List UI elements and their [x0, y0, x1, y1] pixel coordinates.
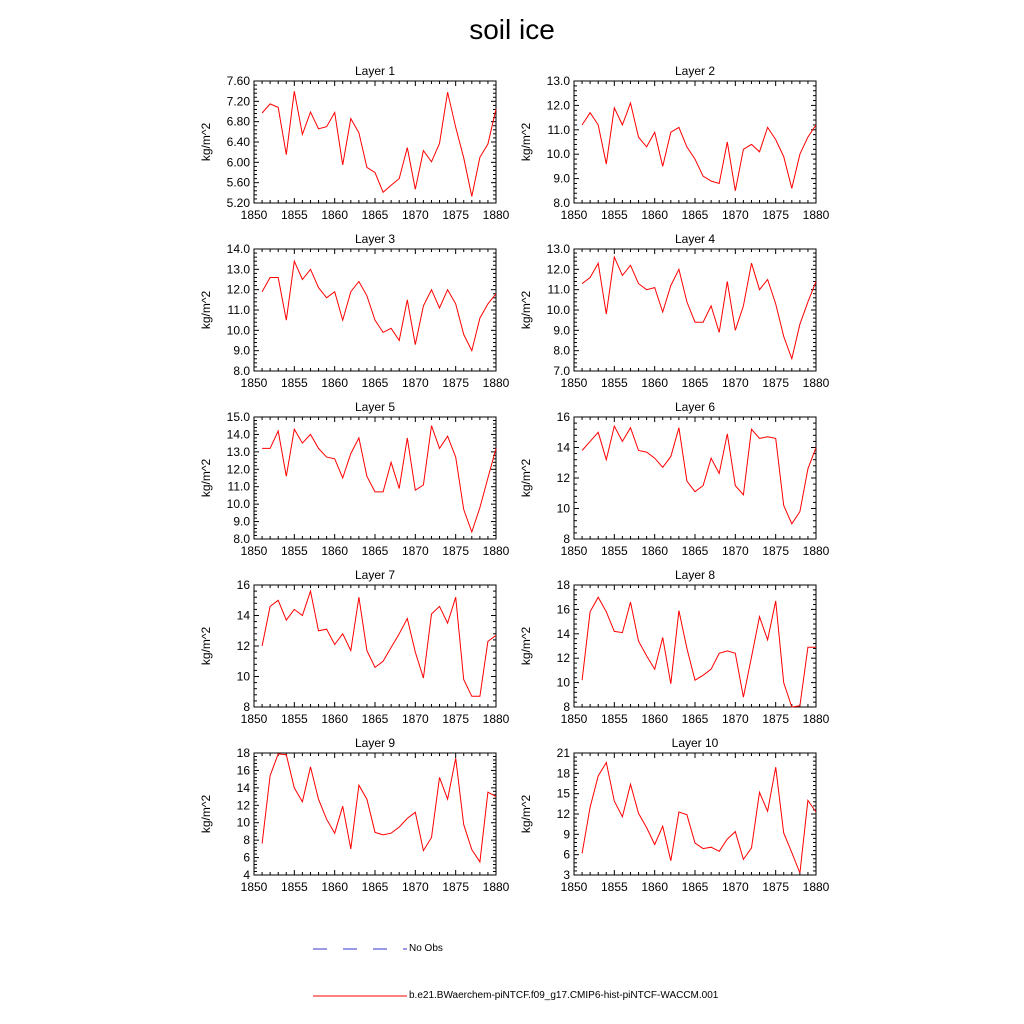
y-tick-label: 10.0	[546, 147, 570, 162]
x-tick-label: 1880	[482, 376, 510, 390]
series-line	[582, 763, 816, 874]
y-tick-label: 9.0	[553, 171, 570, 186]
plot-frame	[574, 81, 816, 203]
x-tick-label: 1850	[240, 376, 268, 390]
chart-title: Layer 9	[354, 736, 396, 750]
y-tick-label: 21	[556, 746, 570, 760]
x-tick-label: 1875	[762, 544, 790, 558]
y-tick-label: 10.0	[546, 303, 570, 317]
x-tick-label: 1855	[600, 880, 628, 894]
x-tick-label: 1870	[721, 880, 749, 894]
x-tick-label: 1880	[482, 544, 510, 558]
x-tick-label: 1870	[401, 544, 429, 558]
chart-title: Layer 3	[354, 232, 396, 246]
y-tick-label: 8	[243, 833, 250, 848]
series-line	[582, 257, 816, 359]
y-tick-label: 8.0	[233, 364, 250, 378]
y-tick-label: 16	[236, 763, 250, 778]
y-tick-label: 16	[556, 602, 570, 617]
x-tick-label: 1860	[321, 712, 349, 726]
x-tick-label: 1875	[442, 544, 470, 558]
y-axis-label: kg/m^2	[199, 458, 213, 498]
chart-title: Layer 10	[671, 736, 719, 750]
x-tick-label: 1860	[321, 544, 349, 558]
legend	[313, 949, 407, 996]
y-tick-label: 10.0	[226, 323, 250, 338]
x-tick-label: 1860	[641, 880, 669, 894]
x-tick-label: 1880	[802, 208, 830, 222]
x-tick-label: 1865	[361, 544, 389, 558]
y-tick-label: 7.60	[226, 74, 250, 88]
y-tick-label: 15	[556, 786, 570, 801]
series-line	[582, 426, 816, 524]
y-axis-label: kg/m^2	[199, 626, 213, 666]
x-tick-label: 1850	[560, 712, 588, 726]
chart-title: Layer 8	[674, 568, 716, 582]
x-tick-label: 1870	[401, 712, 429, 726]
x-tick-label: 1850	[560, 376, 588, 390]
chart-title: Layer 7	[354, 568, 396, 582]
y-tick-label: 14	[556, 626, 570, 641]
x-tick-label: 1870	[401, 208, 429, 222]
x-tick-label: 1855	[280, 208, 308, 222]
y-tick-label: 16	[236, 578, 250, 592]
y-tick-label: 10	[556, 501, 570, 516]
plot-frame	[574, 417, 816, 539]
series-line	[582, 103, 816, 191]
plot-frame	[254, 585, 496, 707]
y-tick-label: 12.0	[546, 262, 570, 277]
plot-frame	[254, 249, 496, 371]
y-tick-label: 12	[556, 651, 570, 666]
y-tick-label: 18	[556, 766, 570, 781]
x-tick-label: 1865	[361, 880, 389, 894]
x-tick-label: 1865	[681, 208, 709, 222]
chart-title: Layer 4	[674, 232, 716, 246]
y-tick-label: 12.0	[226, 282, 250, 297]
y-tick-label: 6	[243, 850, 250, 865]
y-tick-label: 10	[236, 669, 250, 684]
y-tick-label: 12.0	[226, 462, 250, 477]
chart-panel-1	[199, 64, 510, 222]
page-title: soil ice	[469, 14, 555, 45]
x-tick-label: 1880	[802, 376, 830, 390]
x-tick-label: 1870	[721, 208, 749, 222]
x-tick-label: 1850	[560, 544, 588, 558]
plot-frame	[574, 249, 816, 371]
x-tick-label: 1860	[641, 208, 669, 222]
plot-frame	[254, 417, 496, 539]
chart-panel-5	[199, 400, 510, 558]
chart-panel-4	[519, 232, 830, 390]
x-tick-label: 1865	[361, 376, 389, 390]
y-axis-label: kg/m^2	[519, 458, 533, 498]
x-tick-label: 1875	[762, 376, 790, 390]
y-axis-label: kg/m^2	[519, 290, 533, 330]
y-tick-label: 11.0	[227, 479, 250, 494]
y-tick-label: 3	[563, 868, 570, 882]
y-tick-label: 8	[563, 700, 570, 714]
series-line	[262, 591, 496, 696]
x-tick-label: 1870	[721, 376, 749, 390]
y-tick-label: 5.20	[226, 196, 250, 210]
x-tick-label: 1865	[361, 208, 389, 222]
plot-frame	[574, 753, 816, 875]
y-tick-label: 13.0	[546, 242, 570, 256]
x-tick-label: 1870	[401, 376, 429, 390]
x-tick-label: 1860	[321, 208, 349, 222]
y-tick-label: 18	[236, 746, 250, 760]
x-tick-label: 1865	[681, 376, 709, 390]
y-tick-label: 10	[556, 675, 570, 690]
x-tick-label: 1865	[681, 544, 709, 558]
y-tick-label: 8.0	[553, 196, 570, 210]
y-tick-label: 10.0	[226, 497, 250, 512]
y-tick-label: 11.0	[227, 303, 250, 317]
series-line	[262, 261, 496, 351]
x-tick-label: 1880	[802, 544, 830, 558]
x-tick-label: 1875	[762, 208, 790, 222]
chart-panel-10	[519, 736, 830, 894]
y-tick-label: 6.80	[226, 114, 250, 129]
y-axis-label: kg/m^2	[199, 794, 213, 834]
x-tick-label: 1880	[802, 712, 830, 726]
series-line	[262, 426, 496, 532]
x-tick-label: 1880	[482, 208, 510, 222]
y-tick-label: 9	[563, 827, 570, 842]
chart-panel-3	[199, 232, 510, 390]
legend-no-obs-label: No Obs	[409, 943, 443, 954]
y-tick-label: 12.0	[546, 98, 570, 113]
x-tick-label: 1855	[600, 544, 628, 558]
y-tick-label: 7.0	[553, 364, 570, 378]
x-tick-label: 1875	[762, 712, 790, 726]
x-tick-label: 1860	[321, 880, 349, 894]
x-tick-label: 1870	[721, 544, 749, 558]
chart-title: Layer 5	[354, 400, 396, 414]
y-tick-label: 9.0	[233, 343, 250, 358]
chart-title: Layer 1	[354, 64, 396, 78]
x-tick-label: 1865	[361, 712, 389, 726]
chart-title: Layer 6	[674, 400, 716, 414]
x-tick-label: 1850	[560, 208, 588, 222]
x-tick-label: 1860	[641, 712, 669, 726]
x-tick-label: 1870	[401, 880, 429, 894]
y-tick-label: 6	[563, 847, 570, 862]
x-tick-label: 1870	[721, 712, 749, 726]
x-tick-label: 1855	[280, 376, 308, 390]
y-axis-label: kg/m^2	[199, 290, 213, 330]
y-axis-label: kg/m^2	[519, 122, 533, 162]
x-tick-label: 1865	[681, 880, 709, 894]
y-tick-label: 12	[236, 798, 250, 813]
x-tick-label: 1855	[280, 880, 308, 894]
y-tick-label: 8.0	[233, 532, 250, 546]
x-tick-label: 1875	[442, 376, 470, 390]
y-tick-label: 5.60	[226, 175, 250, 190]
y-tick-label: 14.0	[226, 242, 250, 256]
y-tick-label: 14	[556, 440, 570, 455]
x-tick-label: 1860	[641, 544, 669, 558]
y-tick-label: 15.0	[226, 410, 250, 424]
y-tick-label: 16	[556, 410, 570, 424]
y-tick-label: 12	[236, 639, 250, 653]
series-line	[262, 754, 496, 862]
y-tick-label: 10	[236, 815, 250, 830]
x-tick-label: 1855	[600, 208, 628, 222]
y-tick-label: 11.0	[547, 122, 570, 137]
y-tick-label: 11.0	[547, 282, 570, 297]
legend-case-label: b.e21.BWaerchem-piNTCF.f09_g17.CMIP6-hist-piNTCF-WACCM.001	[409, 990, 719, 1001]
y-tick-label: 6.40	[226, 135, 250, 149]
y-tick-label: 12	[556, 471, 570, 485]
x-tick-label: 1875	[442, 208, 470, 222]
x-tick-label: 1860	[641, 376, 669, 390]
chart-title: Layer 2	[674, 64, 716, 78]
y-tick-label: 13.0	[226, 262, 250, 277]
chart-panel-9	[199, 736, 510, 894]
y-tick-label: 6.00	[226, 155, 250, 170]
y-tick-label: 9.0	[553, 323, 570, 338]
x-tick-label: 1850	[240, 208, 268, 222]
x-tick-label: 1850	[240, 880, 268, 894]
x-tick-label: 1875	[762, 880, 790, 894]
y-tick-label: 13.0	[226, 444, 250, 459]
x-tick-label: 1875	[442, 712, 470, 726]
y-axis-label: kg/m^2	[199, 122, 213, 162]
series-line	[582, 597, 816, 707]
y-tick-label: 13.0	[546, 74, 570, 88]
y-tick-label: 8	[563, 532, 570, 546]
y-axis-label: kg/m^2	[519, 794, 533, 834]
x-tick-label: 1855	[600, 376, 628, 390]
y-tick-label: 8.0	[553, 343, 570, 358]
chart-panel-8	[519, 568, 830, 726]
x-tick-label: 1860	[321, 376, 349, 390]
y-tick-label: 18	[556, 578, 570, 592]
y-tick-label: 4	[243, 868, 250, 882]
y-tick-label: 7.20	[226, 94, 250, 109]
y-tick-label: 14	[236, 608, 250, 623]
x-tick-label: 1850	[240, 712, 268, 726]
series-line	[262, 91, 496, 196]
x-tick-label: 1850	[240, 544, 268, 558]
x-tick-label: 1850	[560, 880, 588, 894]
y-tick-label: 14.0	[226, 427, 250, 442]
x-tick-label: 1880	[482, 712, 510, 726]
y-tick-label: 14	[236, 780, 250, 795]
x-tick-label: 1880	[802, 880, 830, 894]
y-tick-label: 8	[243, 700, 250, 714]
x-tick-label: 1875	[442, 880, 470, 894]
y-axis-label: kg/m^2	[519, 626, 533, 666]
x-tick-label: 1880	[482, 880, 510, 894]
x-tick-label: 1855	[600, 712, 628, 726]
y-tick-label: 12	[556, 807, 570, 821]
y-tick-label: 9.0	[233, 514, 250, 529]
x-tick-label: 1855	[280, 712, 308, 726]
x-tick-label: 1865	[681, 712, 709, 726]
chart-panel-7	[199, 568, 510, 726]
chart-panel-2	[519, 64, 830, 222]
x-tick-label: 1855	[280, 544, 308, 558]
chart-panel-6	[519, 400, 830, 558]
